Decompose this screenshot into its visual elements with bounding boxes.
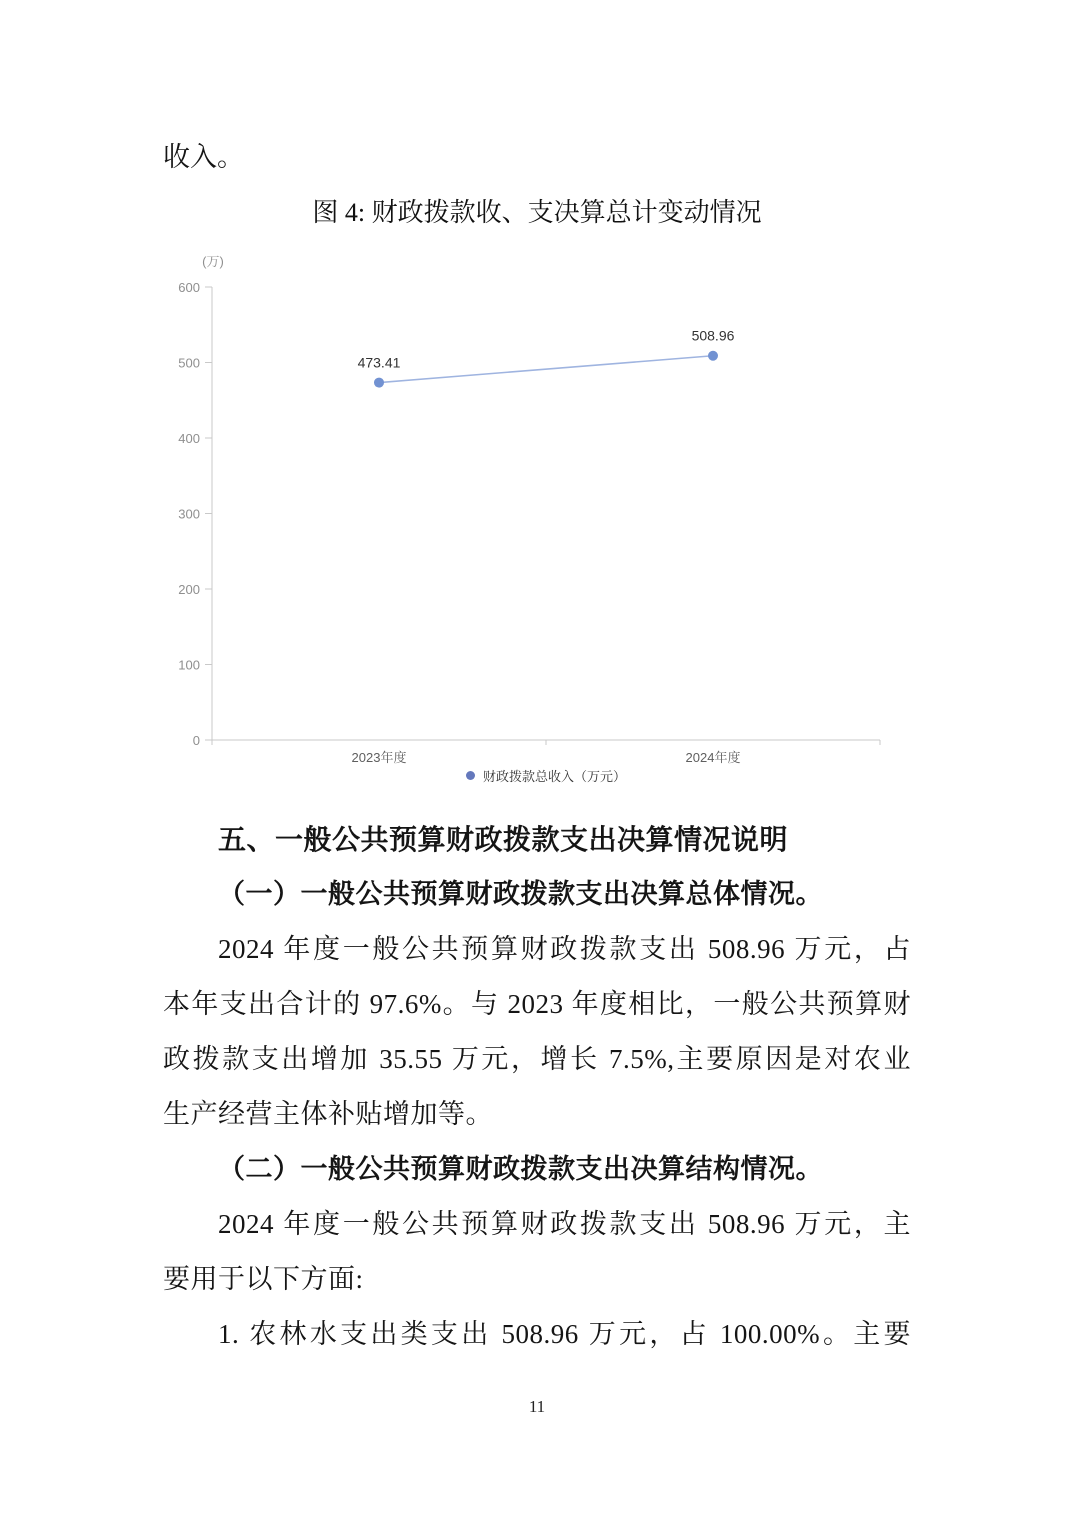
x-axis-tick-label: 2023年度 — [351, 750, 407, 765]
y-axis-unit-label: (万) — [202, 254, 224, 269]
y-axis-tick-label: 600 — [178, 280, 200, 295]
x-axis-tick-label: 2024年度 — [685, 750, 741, 765]
legend-label: 财政拨款总收入（万元） — [482, 768, 626, 784]
list-item-1: 1. 农林水支出类支出 508.96 万元，占 100.00%。主要 — [218, 1319, 911, 1349]
data-point — [708, 351, 718, 361]
paragraph-1-line-3: 政拨款支出增加 35.55 万元，增长 7.5%,主要原因是对农业 — [163, 1044, 911, 1074]
y-axis-tick-label: 500 — [178, 355, 200, 371]
data-point-label: 508.96 — [691, 327, 735, 344]
paragraph-2-line-2: 要用于以下方面: — [163, 1264, 364, 1294]
y-axis-tick-label: 400 — [178, 431, 200, 446]
chart-legend — [212, 763, 880, 787]
figure-caption: 图 4: 财政拨款收、支决算总计变动情况 — [312, 198, 762, 227]
section-heading: 五、一般公共预算财政拨款支出决算情况说明 — [218, 824, 789, 855]
paragraph-2-line-1: 2024 年度一般公共预算财政拨款支出 508.96 万元，主 — [218, 1209, 911, 1239]
series-line — [379, 356, 713, 383]
data-point — [374, 378, 384, 388]
paragraph-1-line-2: 本年支出合计的 97.6%。与 2023 年度相比，一般公共预算财 — [163, 989, 911, 1019]
legend-marker-icon — [466, 771, 475, 780]
paragraph-1-line-4: 生产经营主体补贴增加等。 — [163, 1099, 493, 1129]
y-axis-tick-label: 300 — [178, 506, 200, 522]
chart-canvas — [0, 240, 1074, 800]
data-point-label: 473.41 — [357, 354, 401, 371]
y-axis-tick-label: 0 — [192, 733, 200, 748]
body-text — [163, 812, 911, 1362]
page-number: 11 — [528, 1397, 546, 1416]
y-axis-tick-label: 100 — [178, 657, 200, 673]
y-axis-tick-label: 200 — [178, 582, 200, 597]
paragraph-1-line-1: 2024 年度一般公共预算财政拨款支出 508.96 万元，占 — [218, 934, 911, 964]
line-chart — [0, 240, 1074, 800]
subsection-heading-1: （一）一般公共预算财政拨款支出决算总体情况。 — [218, 879, 823, 909]
subsection-heading-2: （二）一般公共预算财政拨款支出决算结构情况。 — [218, 1154, 823, 1184]
paragraph-continuation: 收入。 — [163, 142, 244, 172]
